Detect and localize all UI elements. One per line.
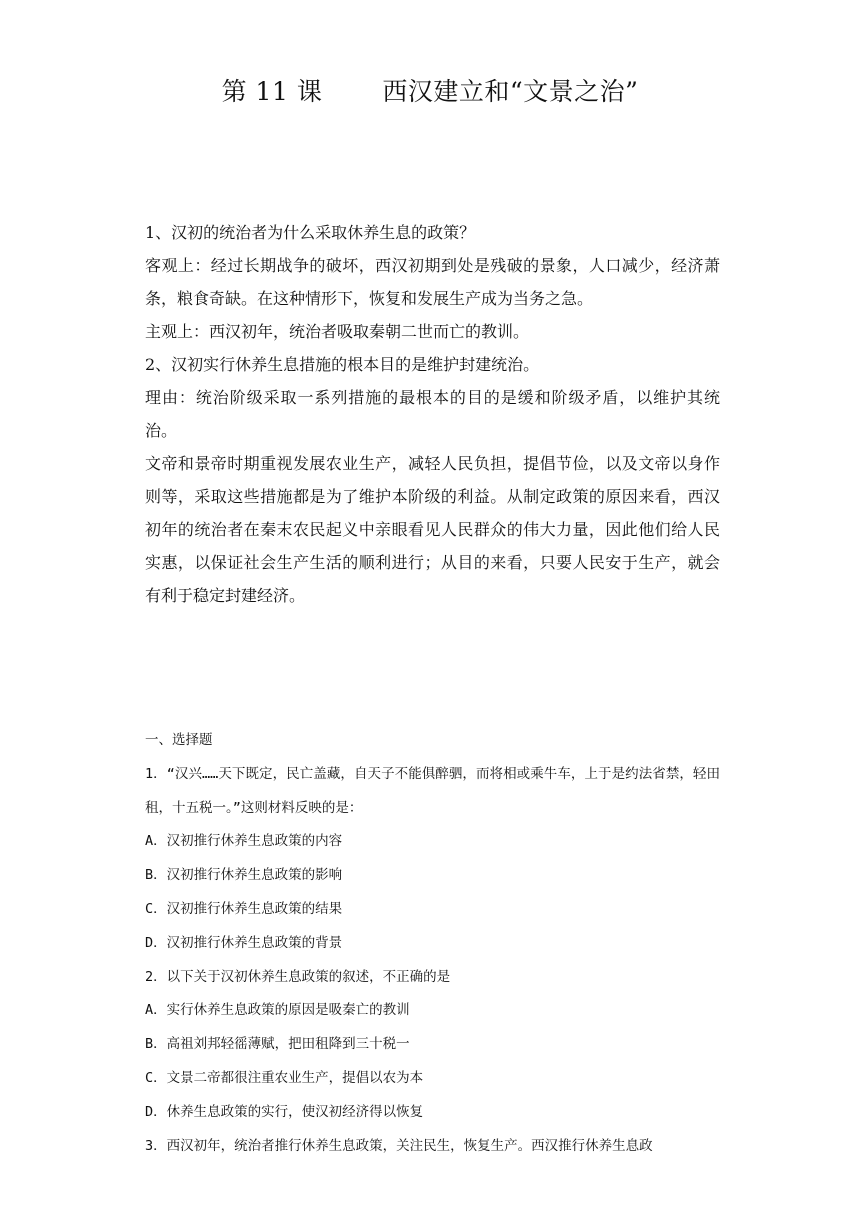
exercise-1-stem: 1．“汉兴……天下既定，民亡盖藏，自天子不能俱醉驷，而将相或乘牛车，上于是约法省禁，轻田租，十五税一。”这则材料反映的是： (145, 765, 720, 816)
lesson-number: 第 11 课 (221, 77, 323, 106)
knowledge-section (145, 216, 720, 612)
exercise-2-option-b: B．高祖刘邦轻徭薄赋，把田租降到三十税一 (145, 1036, 410, 1053)
exercise-2-option-a: A．实行休养生息政策的原因是吸秦亡的教训 (145, 1002, 410, 1019)
exercise-1-option-a: A．汉初推行休养生息政策的内容 (145, 833, 343, 850)
exercise-1-option-c: C．汉初推行休养生息政策的结果 (145, 900, 343, 917)
exercise-2-option-c: C．文景二帝都很注重农业生产，提倡以农为本 (145, 1069, 424, 1086)
exercise-2-option-d: D．休养生息政策的实行，使汉初经济得以恢复 (145, 1103, 424, 1120)
subjective-reason: 主观上：西汉初年，统治者吸取秦朝二世而亡的教训。 (145, 322, 530, 341)
exercise-2-stem: 2．以下关于汉初休养生息政策的叙述，不正确的是 (145, 968, 451, 985)
exercise-1-option-d: D．汉初推行休养生息政策的背景 (145, 934, 343, 951)
lesson-topic: 西汉建立和“文景之治” (382, 77, 639, 106)
question-1: 1、汉初的统治者为什么采取休养生息的政策？ (145, 223, 476, 242)
objective-reason: 客观上：经过长期战争的破坏，西汉初期到处是残破的景象，人口减少，经济萧条，粮食奇缺。在这种情形下，恢复和发展生产成为当务之急。 (145, 256, 720, 308)
question-2: 2、汉初实行休养生息措施的根本目的是维护封建统治。 (145, 355, 540, 374)
lesson-title (0, 72, 860, 108)
exercise-1-option-b: B．汉初推行休养生息政策的影响 (145, 867, 343, 884)
reason-paragraph: 理由：统治阶级采取一系列措施的最根本的目的是缓和阶级矛盾，以维护其统治。 (145, 388, 720, 440)
exercise-3-stem: 3．西汉初年，统治者推行休养生息政策，关注民生，恢复生产。西汉推行休养生息政 (145, 1137, 653, 1154)
exercise-heading: 一、选择题 (145, 732, 213, 748)
exercise-section (145, 724, 720, 1163)
analysis-paragraph: 文帝和景帝时期重视发展农业生产，减轻人民负担，提倡节俭，以及文帝以身作则等，采取这些措施都是为了维护本阶级的利益。从制定政策的原因来看，西汉初年的统治者在秦末农民起义中亲眼看见人民群众的伟大力量，因此他们给人民实惠，以保证社会生产生活的顺利进行；从目的来看，只要人民安于生产，就会有利于稳定封建经济。 (145, 454, 720, 605)
